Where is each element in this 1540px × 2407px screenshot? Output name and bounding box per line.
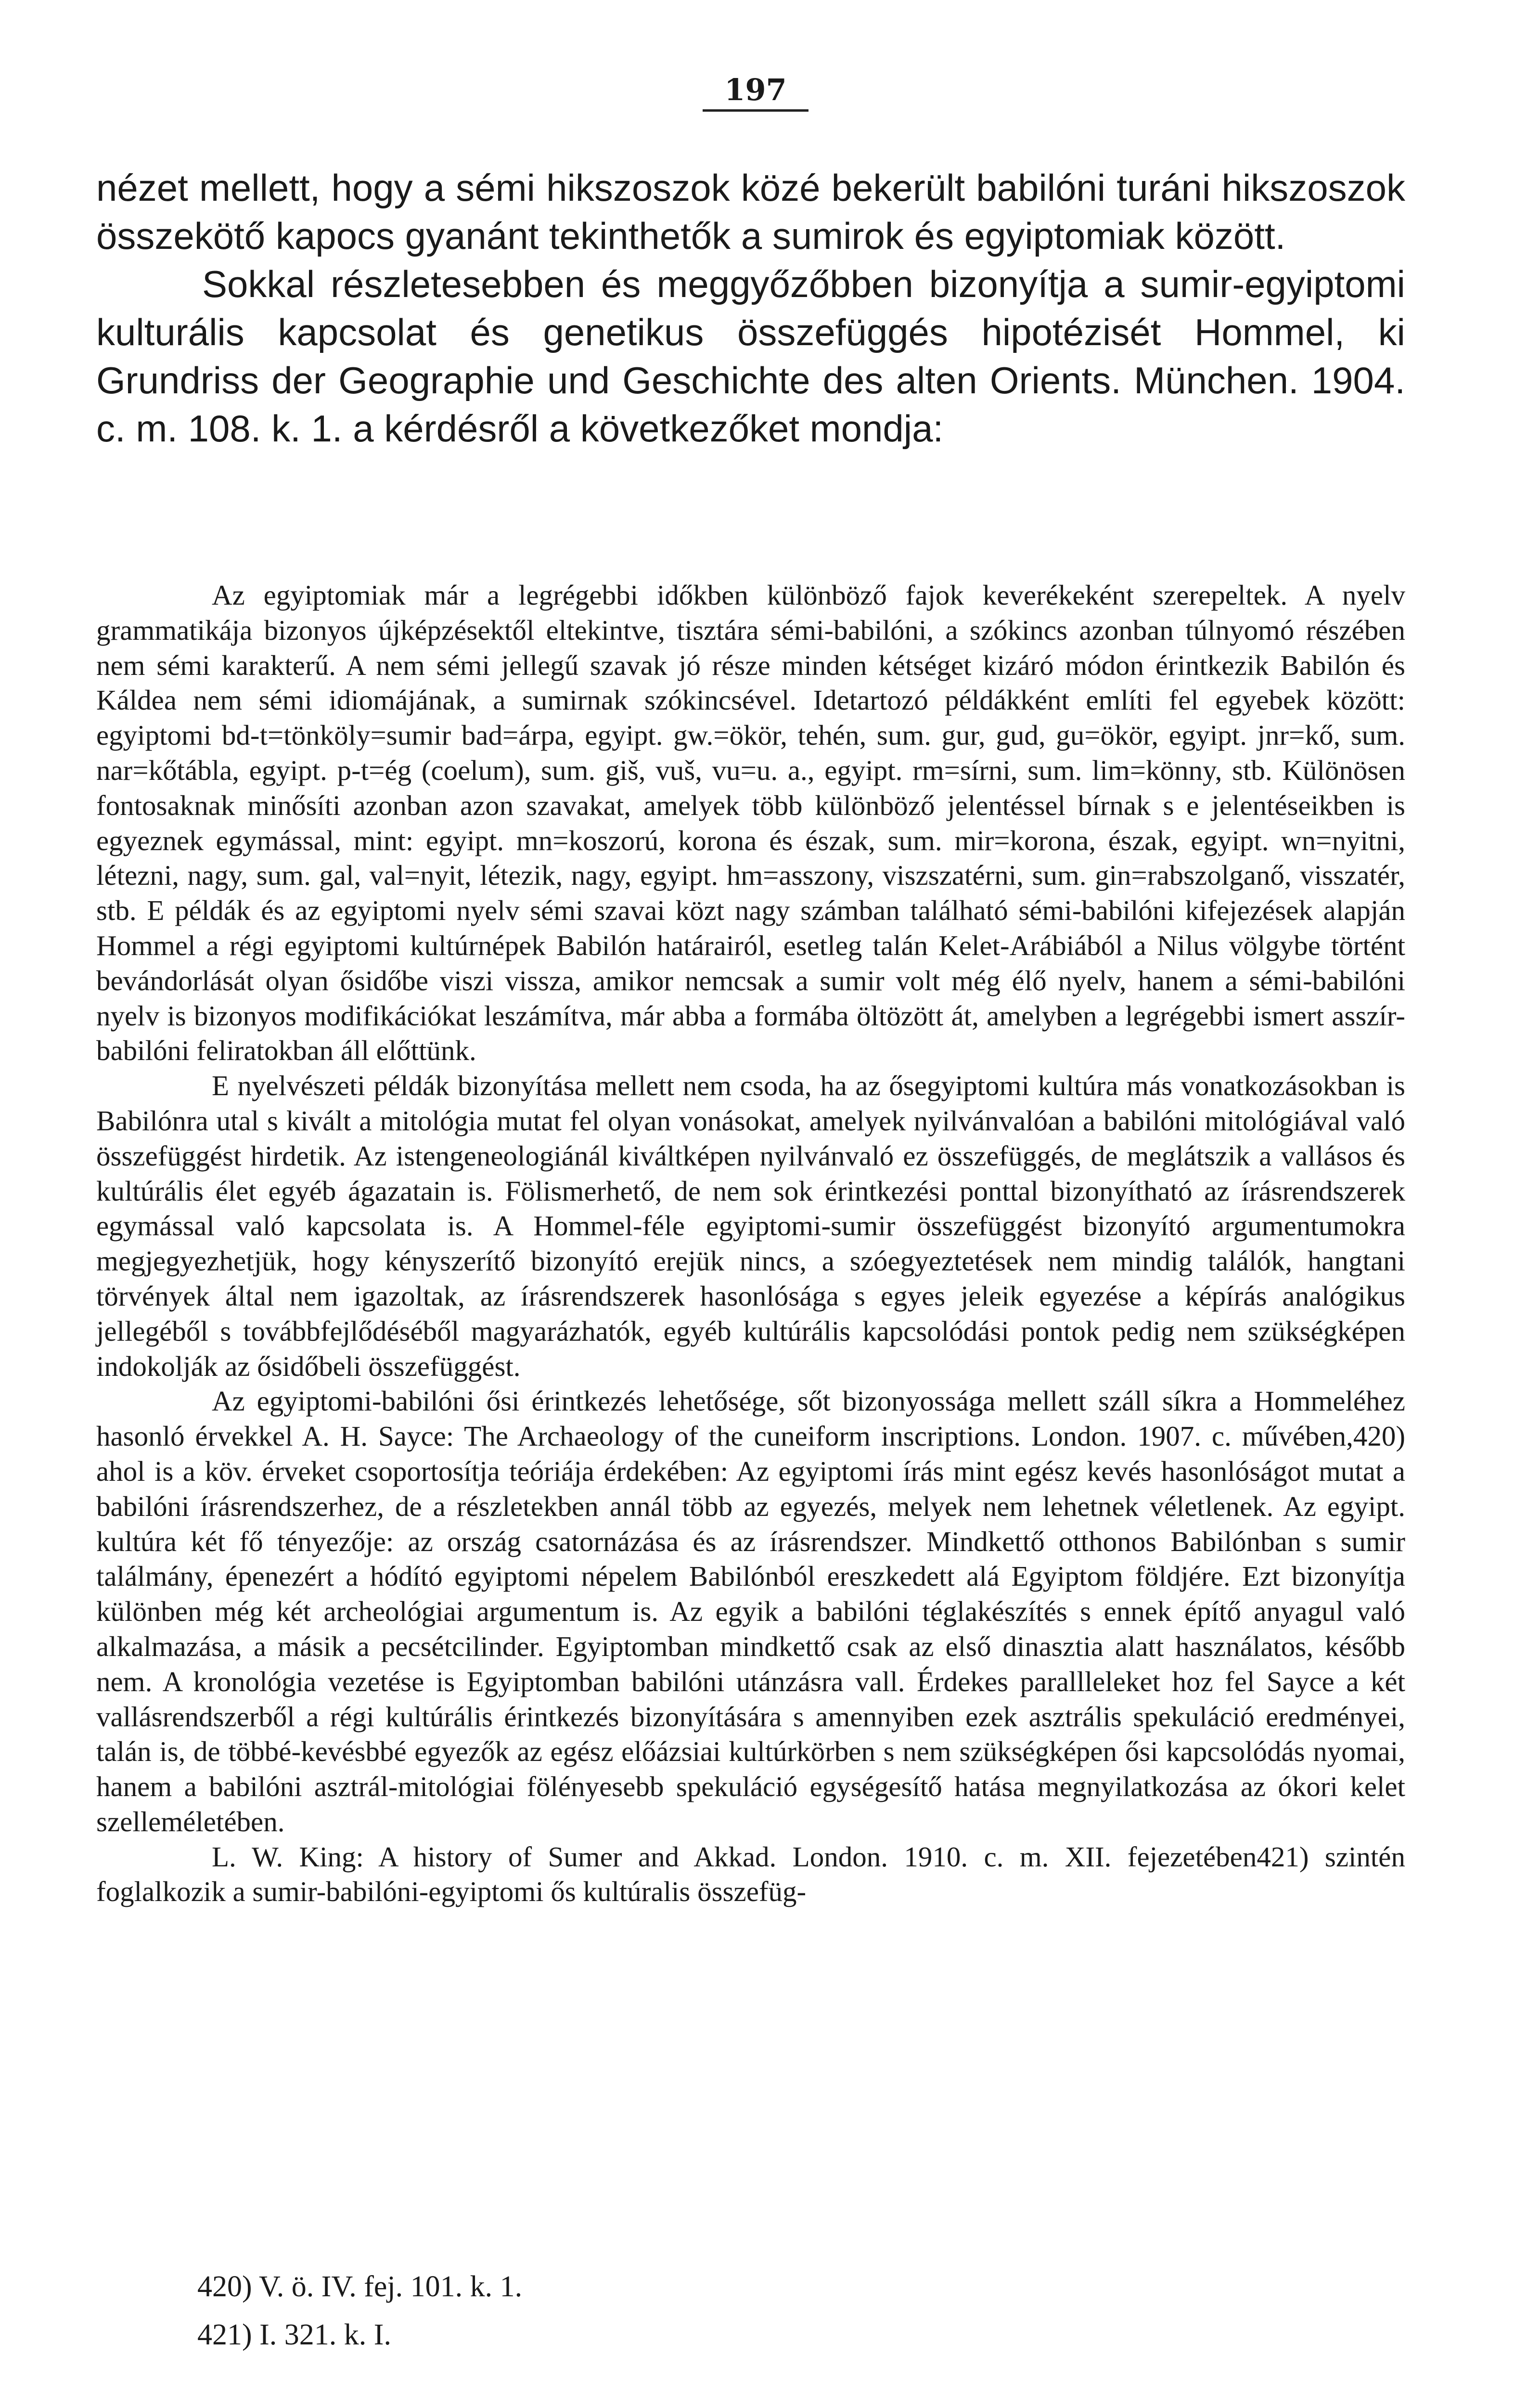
footnote-421: 421) I. 321. k. I. xyxy=(197,2318,391,2351)
paragraph-3: E nyelvészeti példák bizonyítása mellett nem csoda, ha az ősegyiptomi kultúra más vonatkozásokban is Babilónra utal s kivált a mitológia mutat fel olyan vonásokat, amelyek nyilvánvalóan a babilóni mitológiával való összefüggést hirdetik. Az istengeneologiánál kiváltképen nyilvánvaló ez összefüggés, de meglátszik a vallásos és kultúrális élet egyéb ágazatain is. Fölismerhető, de nem sok érintkezési ponttal bizonyítható az írásrendszerek egymással való kapcsolata is. A Hommel-féle egyiptomi-sumir összefüggést bizonyító argumentumokra megjegyezhetjük, hogy kényszerítő bizonyító erejük nincs, a szóegyeztetések nem mindig találók, hangtani törvények által nem igazoltak, az írásrendszerek hasonlósága s egyes jeleik egyezése a képírás analógikus jellegéből s továbbfejlődéséből magyarázhatók, egyéb kultúrális kapcsolódási pontok pedig nem szükségképen indokolják az ősidőbeli összefüggést. xyxy=(96,1070,1405,1382)
paragraph-4: Az egyiptomi-babilóni ősi érintkezés lehetősége, sőt bizonyossága mellett száll síkra a Hommeléhez hasonló érvekkel A. H. Sayce: The Archaeology of the cuneiform inscriptions. London. 1907. c. művében,420) ahol is a köv. érveket csoportosítja teóriája érdekében: Az egyiptomi írás mint egész kevés hasonlóságot mutat a babilóni írásrendszerhez, de a részletekben annál több az egyezés, melyek nem lehetnek véletlenek. Az egyipt. kultúra két fő tényezője: az ország csatornázása és az írásrendszer. Mindkettő otthonos Babilónban s sumir találmány, épenezért a hódító egyiptomi népelem Babilónból ereszkedett alá Egyiptom földjére. Ezt bizonyítja különben még két archeológiai argumentum is. Az egyik a babilóni téglakészítés s ennek építő anyagul való alkalmazása, a másik a pecsétcilinder. Egyiptomban mindkettő csak az első dinasztia alatt használatos, később nem. A kronológia vezetése is Egyiptomban babilóni utánzásra vall. Érdekes parallleleket hoz fel Sayce a két vallásrendszerből a régi kultúrális érintkezés bizonyítására s amennyiben ezek asztrális spekuláció eredményei, talán is, de többé-kevésbbé egyezők az egész előázsiai kultúrkörben s nem szükségképen ősi kapcsolódás nyomai, hanem a babilóni asztrál-mitológiai fölényesebb spekuláció egységesítő hatása megnyilatkozása az ókori kelet szelleméletében. xyxy=(96,1385,1405,1838)
intro-paragraph-2: Sokkal részletesebben és meggyőzőbben bizonyítja a sumir-egyiptomi kulturális kapcsolat és genetikus összefüggés hipotézisét Hommel, ki Grundriss der Geographie und Geschichte des alten Orients. München. 1904. c. m. 108. k. 1. a kérdésről a következőket mondja: xyxy=(96,263,1405,450)
page-number: 197 xyxy=(703,72,808,112)
footnotes xyxy=(197,2263,522,2359)
intro-paragraph-1: nézet mellett, hogy a sémi hikszoszok közé bekerült babilóni turáni hikszoszok összekötő kapocs gyanánt tekinthetők a sumirok és egyiptomiak között. xyxy=(96,167,1405,257)
quote-paragraph: Az egyiptomiak már a legrégebbi időkben különböző fajok keverékeként szerepeltek. A nyelv grammatikája bizonyos újképzésektől eltekintve, tisztára sémi-babilóni, a szókincs azonban túlnyomó részében nem sémi karakterű. A nem sémi jellegű szavak jó része minden kétséget kizáró módon érintkezik Babilón és Káldea nem sémi idiomájának, a sumirnak szókincsével. Idetartozó példákként említi fel egyebek között: egyiptomi bd-t=tönköly=sumir bad=árpa, egyipt. gw.=ökör, tehén, sum. gur, gud, gu=ökör, egyipt. jnr=kő, sum. nar=kőtábla, egyipt. p-t=ég (coelum), sum. giš, vuš, vu=u. a., egyipt. rm=sírni, sum. lim=könny, stb. Különösen fontosaknak minősíti azonban azon szavakat, amelyek több különböző jelentéssel bírnak s e jelentéseikben is egyeznek egymással, mint: egyipt. mn=koszorú, korona és észak, sum. mir=korona, észak, egyipt. wn=nyitni, létezni, nagy, sum. gal, val=nyit, létezik, nagy, egyipt. hm=asszony, viszszatérni, sum. gin=rabszolganő, visszatér, stb. E példák és az egyiptomi nyelv sémi szavai közt nagy számban található sémi-babilóni kifejezések alapján Hommel a régi egyiptomi kultúrnépek Babilón határairól, esetleg talán Kelet-Arábiából a Nilus völgybe történt bevándorlását olyan ősidőbe viszi vissza, amikor nemcsak a sumir volt még élő nyelv, hanem a sémi-babilóni nyelv is bizonyos modifikációkat leszámítva, már abba a formába öltözött át, amelyben a legrégebbi ismert asszír-babilóni feliratokban áll előttünk. xyxy=(96,579,1405,1067)
main-text xyxy=(96,578,1405,1909)
paragraph-5: L. W. King: A history of Sumer and Akkad. London. 1910. c. m. XII. fejezetében421) szintén foglalkozik a sumir-babilóni-egyiptomi ős kultúralis összefüg- xyxy=(96,1840,1405,1908)
intro-text xyxy=(96,164,1405,453)
footnote-420: 420) V. ö. IV. fej. 101. k. 1. xyxy=(197,2270,523,2303)
